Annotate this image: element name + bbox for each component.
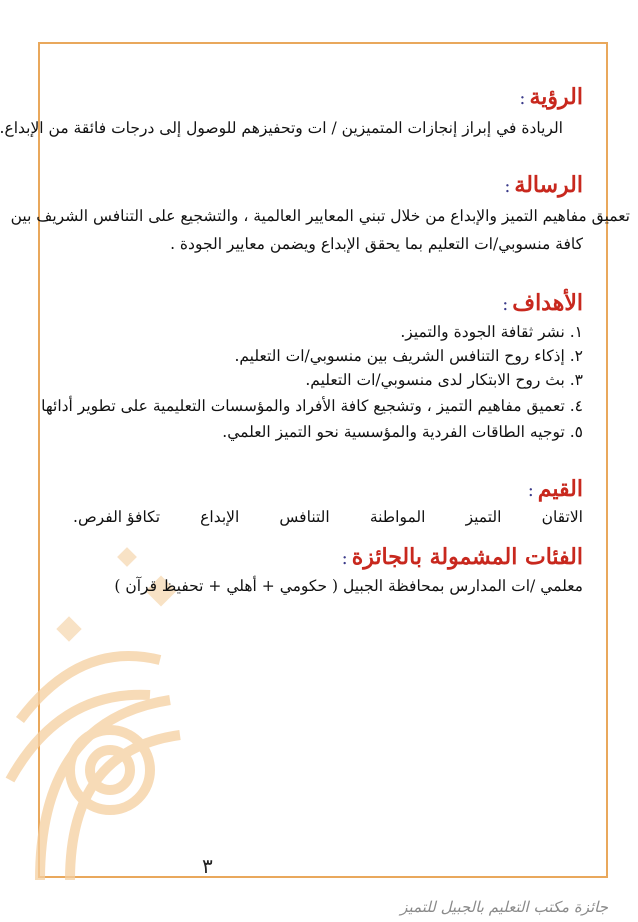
vision-heading-text: الرؤية [529, 84, 583, 110]
categories-text: معلمي /ات المدارس بمحافظة الجبيل ( حكومي + أهلي + تحفيظ قرآن ) [114, 577, 583, 595]
goal-item-5: ٥. توجيه الطاقات الفردية والمؤسسية نحو التميز العلمي. [222, 423, 583, 441]
value-item: التنافس [279, 508, 330, 526]
values-heading-text: القيم [537, 476, 583, 502]
values-colon: : [527, 480, 534, 501]
categories-heading [342, 544, 583, 570]
mission-colon: : [504, 176, 511, 197]
value-item: التميز [465, 508, 502, 526]
page-number: ٣ [202, 854, 213, 878]
vision-text: الريادة في إبراز إنجازات المتميزين / ات وتحفيزهم للوصول إلى درجات فائقة من الإبداع. [0, 119, 563, 137]
value-item: الاتقان [541, 508, 583, 526]
footer-logo: جائزة مكتب التعليم بالجبيل للتميز [400, 898, 608, 916]
mission-heading-text: الرسالة [514, 172, 583, 198]
value-item: المواطنة [369, 508, 426, 526]
goal-item-3: ٣. بث روح الابتكار لدى منسوبي/ات التعليم. [305, 371, 583, 389]
categories-colon: : [341, 548, 348, 569]
goals-heading [502, 290, 583, 316]
goals-colon: : [502, 294, 509, 315]
goal-item-4: ٤. تعميق مفاهيم التميز ، وتشجيع كافة الأفراد والمؤسسات التعليمية على تطوير أدائها [41, 397, 583, 415]
vision-colon: : [519, 88, 526, 109]
goal-item-2: ٢. إذكاء روح التنافس الشريف بين منسوبي/ات التعليم. [234, 347, 583, 365]
vision-heading [519, 84, 583, 110]
categories-heading-text: الفئات المشمولة بالجائزة [351, 544, 583, 570]
values-list [73, 508, 583, 526]
goals-heading-text: الأهداف [512, 290, 583, 316]
mission-heading [504, 172, 583, 198]
values-heading [528, 476, 583, 502]
mission-line-1: تعميق مفاهيم التميز والإبداع من خلال تبني المعايير العالمية ، والتشجيع على التنافس الشريف بين [10, 207, 630, 225]
mission-line-2: كافة منسوبي/ات التعليم بما يحقق الإبداع ويضمن معايير الجودة . [170, 235, 583, 253]
value-item: تكافؤ الفرص. [73, 508, 161, 526]
value-item: الإبداع [200, 508, 240, 526]
goal-item-1: ١. نشر ثقافة الجودة والتميز. [400, 323, 583, 341]
